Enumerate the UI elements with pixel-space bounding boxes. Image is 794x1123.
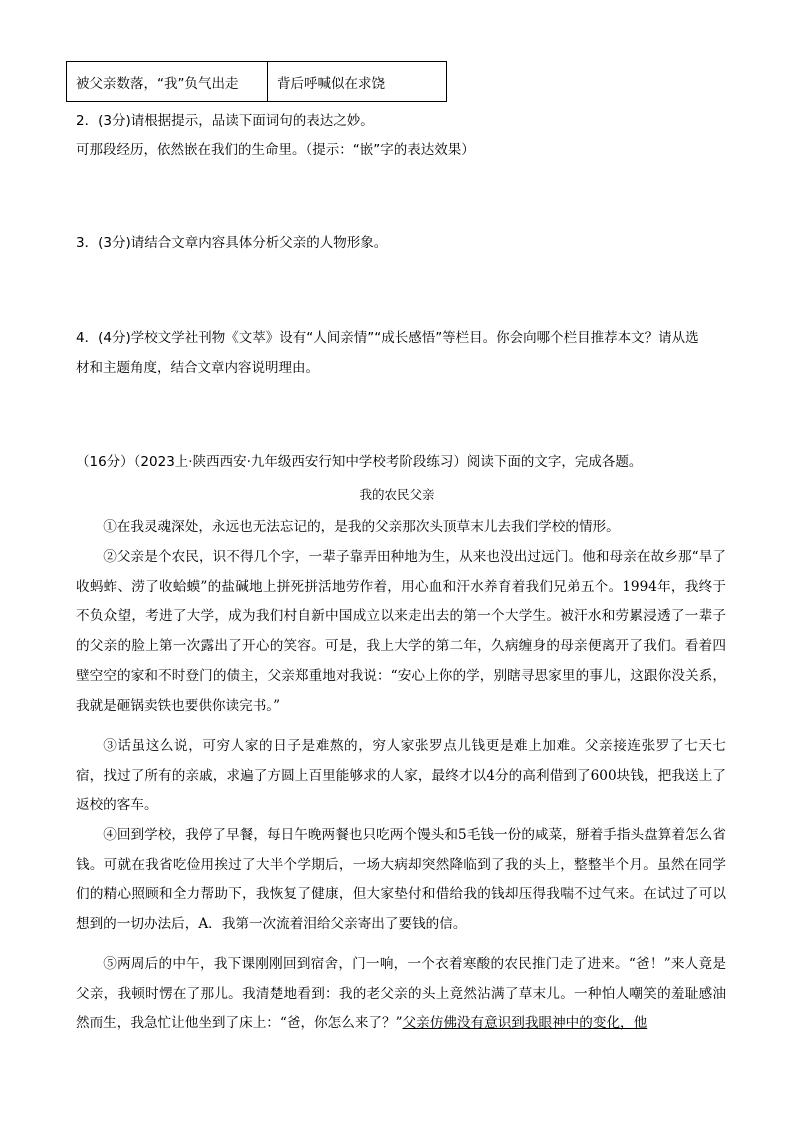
table-cell: 背后呼喊似在求饶 <box>268 62 447 102</box>
question-2-title: 2．(3分)请根据提示，品读下面词句的表达之妙。 <box>76 113 374 129</box>
table-row <box>67 62 447 102</box>
passage-title: 我的农民父亲 <box>359 487 435 502</box>
question-4-line-1: 4．(4分)学校文学社刊物《文萃》设有“人间亲情”“成长感悟”等栏目。你会向哪个栏目推荐本文？请从选 <box>76 330 699 346</box>
paragraph-3: ③话虽这么说，可穷人家的日子是难熬的，穷人家张罗点儿钱更是难上加难。父亲接连张罗了七天七宿，找过了所有的亲戚，求遍了方圆上百里能够求的人家，最终才以4分的高利借到了600块钱，把我送上了返校的客车。 <box>76 738 726 814</box>
table-cell: 被父亲数落，“我”负气出走 <box>67 62 268 102</box>
paragraph-2: ②父亲是个农民，识不得几个字，一辈子靠弄田种地为生，从来也没出过远门。他和母亲在故乡那“旱了收蚂蚱、涝了收蛤蟆”的盐碱地上拼死拼活地劳作着，用心血和汗水养育着我们兄弟五个。1994年，我终于不负众望，考进了大学，成为我们村自新中国成立以来走出去的第一个大学生。被汗水和劳累浸透了一辈子的父亲的脸上第一次露出了开心的笑容。可是，我上大学的第二年，久病缠身的母亲便离开了我们。看着四壁空空的家和不时登门的债主，父亲郑重地对我说：“安心上你的学，别瞎寻思家里的事儿，这跟你没关系，我就是砸锅卖铁也要供你读完书。” <box>76 549 726 714</box>
question-2-text: 可那段经历，依然嵌在我们的生命里。（提示：“嵌”字的表达效果） <box>76 142 475 158</box>
paragraph-5-text: ⑤两周后的中午，我下课刚刚回到宿舍，门一响，一个衣着寒酸的农民推门走了进来。“爸！”来人竟是父亲，我顿时愣在了那儿。我清楚地看到：我的老父亲的头上竟然沾满了草末儿。一种怕人嘲笑的羞耻感油然而生，我急忙让他坐到了床上：“爸，你怎么来了？” <box>76 956 726 1032</box>
paragraph-5 <box>76 950 726 1039</box>
section-intro: （16分）（2023上·陕西西安·九年级西安行知中学校考阶段练习）阅读下面的文字，完成各题。 <box>76 454 643 470</box>
question-3: 3．(3分)请结合文章内容具体分析父亲的人物形象。 <box>76 235 388 251</box>
underlined-sentence: 父亲仿佛没有意识到我眼神中的变化，他 <box>402 1015 648 1032</box>
paragraph-1: ①在我灵魂深处，永远也无法忘记的，是我的父亲那次头顶草末儿去我们学校的情形。 <box>103 519 620 535</box>
question-4-line-2: 材和主题角度，结合文章内容说明理由。 <box>76 360 319 376</box>
paragraph-4: ④回到学校，我停了早餐，每日午晚两餐也只吃两个馒头和5毛钱一份的咸菜，掰着手指头盘算着怎么省钱。可就在我省吃俭用挨过了大半个学期后，一场大病却突然降临到了我的头上，整整半个月。虽然在同学们的精心照顾和全力帮助下，我恢复了健康，但大家垫付和借给我的钱却压得我喘不过气来。在试过了可以想到的一切办法后，A．我第一次流着泪给父亲寄出了要钱的信。 <box>76 827 726 933</box>
comparison-table <box>66 61 447 102</box>
